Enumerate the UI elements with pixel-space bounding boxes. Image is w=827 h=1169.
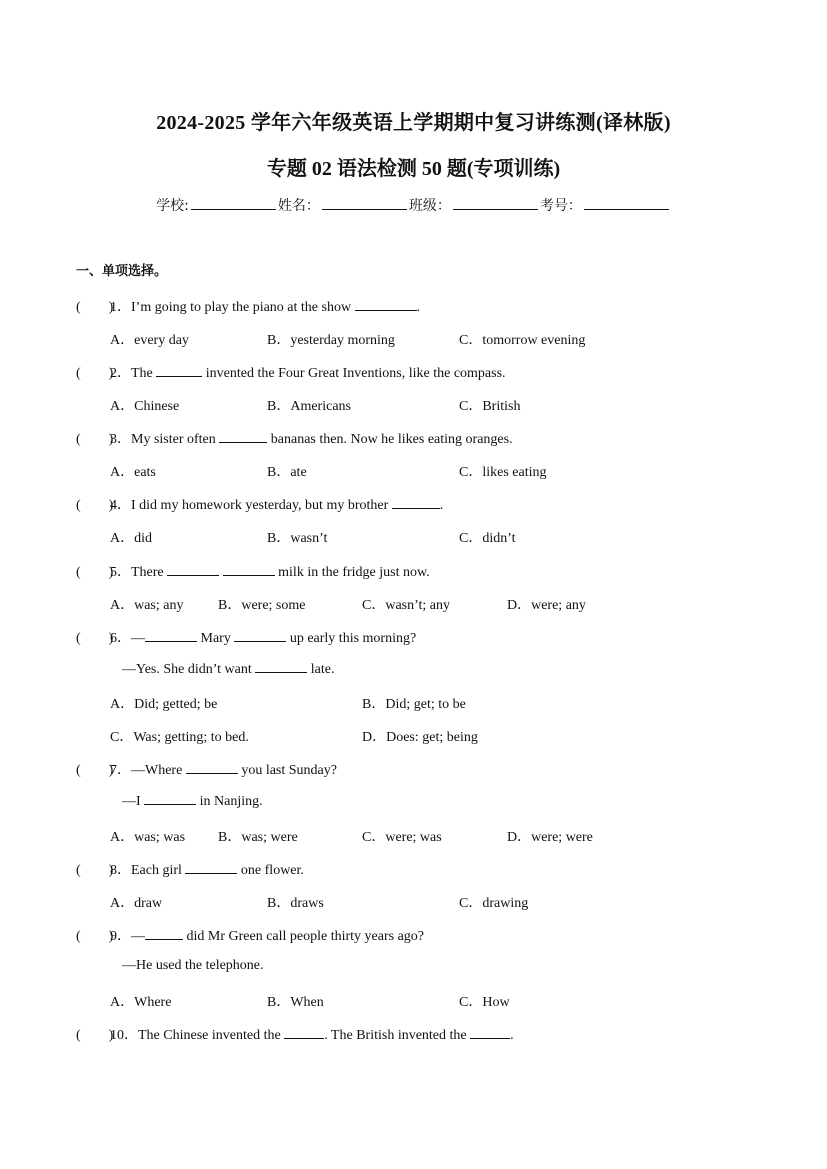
question-text: . — [439, 498, 444, 513]
answer-blank[interactable] — [145, 629, 197, 642]
option-a[interactable]: A．Chinese — [110, 399, 180, 414]
question-text: —I — [122, 794, 145, 809]
answer-paren[interactable]: ( ) — [76, 366, 114, 381]
option-c[interactable]: C．tomorrow evening — [459, 333, 586, 348]
option-b[interactable]: B．Americans — [267, 399, 351, 414]
question-number: 3． — [110, 432, 131, 447]
question-text: milk in the fridge just now. — [274, 565, 430, 580]
question-text: I did my homework yesterday, but my brother — [131, 498, 392, 513]
answer-blank[interactable] — [156, 364, 202, 377]
question-text: one flower. — [237, 863, 304, 878]
option-b[interactable]: B．wasn’t — [267, 531, 328, 546]
exam-number-label: 考号： — [539, 198, 582, 214]
answer-paren[interactable]: ( ) — [76, 432, 114, 447]
option-c[interactable]: C．didn’t — [459, 531, 516, 546]
question-number: 10． — [110, 1028, 138, 1043]
question-number: 7． — [110, 763, 131, 778]
school-label: 学校: — [156, 198, 189, 214]
option-d[interactable]: D．were; were — [507, 830, 593, 845]
answer-blank[interactable] — [470, 1026, 510, 1039]
option-a[interactable]: A．was; was — [110, 830, 186, 845]
answer-paren[interactable]: ( ) — [76, 929, 114, 944]
question-text: —Where — [131, 763, 186, 778]
option-a[interactable]: A．Did; getted; be — [110, 697, 218, 712]
document-subtitle: 专题 02 语法检测 50 题(专项训练) — [266, 158, 561, 180]
name-label: 姓名： — [277, 198, 320, 214]
option-a[interactable]: A．was; any — [110, 598, 184, 613]
answer-paren[interactable]: ( ) — [76, 1028, 114, 1043]
option-a[interactable]: A．every day — [110, 333, 189, 348]
answer-paren[interactable]: ( ) — [76, 565, 114, 580]
option-c[interactable]: C．Was; getting; to bed. — [110, 730, 249, 745]
question-4 — [110, 494, 443, 514]
option-c[interactable]: C．How — [459, 995, 510, 1010]
question-text: —Yes. She didn’t want — [122, 662, 256, 677]
answer-paren[interactable]: ( ) — [76, 763, 114, 778]
question-text: . — [510, 1028, 514, 1043]
answer-blank[interactable] — [145, 927, 183, 940]
question-text: invented the Four Great Inventions, like the compass. — [202, 366, 506, 381]
question-text: bananas then. Now he likes eating oranges. — [267, 432, 513, 447]
answer-blank[interactable] — [284, 1026, 324, 1039]
question-1 — [110, 296, 420, 316]
student-info-row — [0, 195, 827, 215]
question-text: Mary — [197, 631, 235, 646]
question-text: in Nanjing. — [196, 794, 263, 809]
option-b[interactable]: B．When — [267, 995, 324, 1010]
question-number: 9． — [110, 929, 131, 944]
question-number: 2． — [110, 366, 131, 381]
option-c[interactable]: C．wasn’t; any — [362, 598, 451, 613]
answer-paren[interactable]: ( ) — [76, 631, 114, 646]
option-b[interactable]: B．were; some — [218, 598, 306, 613]
answer-paren[interactable]: ( ) — [76, 300, 114, 315]
option-a[interactable]: A．did — [110, 531, 152, 546]
name-blank[interactable] — [322, 199, 407, 210]
option-b[interactable]: B．draws — [267, 896, 324, 911]
question-3 — [110, 428, 513, 448]
option-c[interactable]: C．drawing — [459, 896, 529, 911]
question-text: My sister often — [131, 432, 220, 447]
option-c[interactable]: C．British — [459, 399, 521, 414]
option-a[interactable]: A．Where — [110, 995, 172, 1010]
question-6-reply — [122, 660, 335, 678]
class-label: 班级： — [408, 198, 451, 214]
option-d[interactable]: D．Does: get; being — [362, 730, 478, 745]
class-blank[interactable] — [453, 199, 538, 210]
question-5 — [110, 561, 430, 581]
question-text: There — [131, 565, 168, 580]
question-text: up early this morning? — [286, 631, 417, 646]
exam-number-blank[interactable] — [584, 199, 669, 210]
question-text: — — [131, 631, 145, 646]
question-text: — — [131, 929, 145, 944]
question-9 — [110, 925, 424, 945]
answer-blank[interactable] — [185, 861, 237, 874]
option-b[interactable]: B．ate — [267, 465, 307, 480]
question-number: 1． — [110, 300, 131, 315]
option-c[interactable]: C．were; was — [362, 830, 442, 845]
question-number: 6． — [110, 631, 131, 646]
question-text: . — [416, 300, 421, 315]
question-text: did Mr Green call people thirty years ago? — [183, 929, 425, 944]
question-number: 5． — [110, 565, 131, 580]
question-text: . The British invented the — [324, 1028, 471, 1043]
option-b[interactable]: B．yesterday morning — [267, 333, 395, 348]
question-6 — [110, 627, 416, 647]
answer-paren[interactable]: ( ) — [76, 498, 114, 513]
question-text: Each girl — [131, 863, 186, 878]
option-c[interactable]: C．likes eating — [459, 465, 547, 480]
question-text: I’m going to play the piano at the show — [131, 300, 355, 315]
option-a[interactable]: A．draw — [110, 896, 163, 911]
option-b[interactable]: B．was; were — [218, 830, 298, 845]
question-7 — [110, 759, 337, 779]
question-7-reply — [122, 792, 263, 810]
answer-blank[interactable] — [144, 792, 196, 805]
answer-blank[interactable] — [219, 430, 267, 443]
answer-blank[interactable] — [167, 563, 219, 576]
question-text: The — [131, 366, 157, 381]
answer-blank[interactable] — [255, 660, 307, 673]
option-a[interactable]: A．eats — [110, 465, 156, 480]
question-text: you last Sunday? — [237, 763, 337, 778]
question-number: 4． — [110, 498, 131, 513]
question-9-reply: —He used the telephone. — [122, 958, 264, 973]
answer-blank[interactable] — [223, 563, 275, 576]
answer-paren[interactable]: ( ) — [76, 863, 114, 878]
question-2 — [110, 362, 506, 382]
option-b[interactable]: B．Did; get; to be — [362, 697, 466, 712]
question-number: 8． — [110, 863, 131, 878]
answer-blank[interactable] — [392, 496, 440, 509]
document-title: 2024-2025 学年六年级英语上学期期中复习讲练测(译林版) — [156, 112, 671, 134]
question-text: late. — [307, 662, 335, 677]
question-8 — [110, 859, 304, 879]
section-title: 一、单项选择。 — [76, 264, 168, 279]
option-d[interactable]: D．were; any — [507, 598, 586, 613]
answer-blank[interactable] — [186, 761, 238, 774]
answer-blank[interactable] — [355, 298, 417, 311]
question-text: The Chinese invented the — [138, 1028, 285, 1043]
school-blank[interactable] — [191, 199, 276, 210]
answer-blank[interactable] — [234, 629, 286, 642]
question-10 — [110, 1024, 514, 1044]
